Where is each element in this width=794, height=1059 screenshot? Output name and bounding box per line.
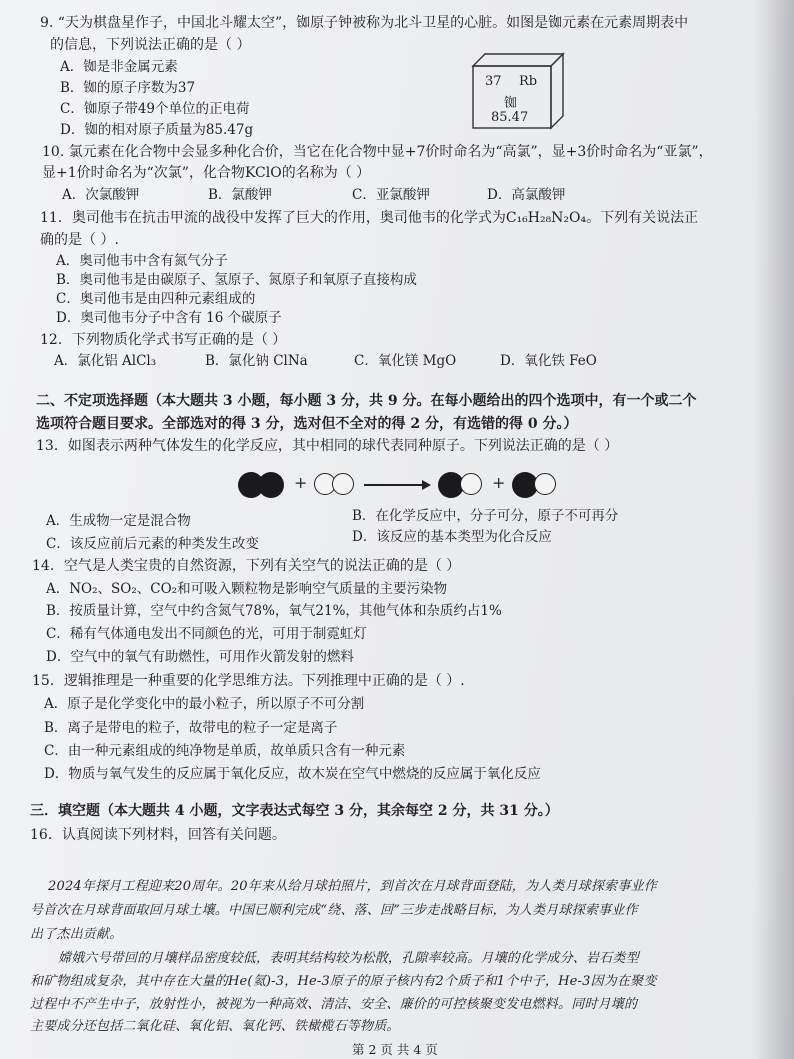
atomic-mass: 85.47 <box>491 110 529 125</box>
q13-option-a: A．生成物一定是混合物 <box>46 513 191 529</box>
q10-stem-line2: 显+1价时命名为“次氯”，化合物KClO的名称为（ ） <box>42 165 371 181</box>
q16-passage-line: 和矿物组成复杂，其中存在大量的He(氦)-3，He-3原子的原子核内有2个质子和1个中子，He-3因为在聚变 <box>30 974 657 989</box>
light-atom <box>332 473 354 495</box>
element-name: 铷 <box>504 96 518 111</box>
q13-stem: 13．如图表示两种气体发生的化学反应，其中相同的球代表同种原子。下列说法正确的是（ ） <box>36 438 619 454</box>
q9-option-a: A．铷是非金属元素 <box>60 59 178 75</box>
q9-option-c: C．铷原子带49个单位的正电荷 <box>60 101 250 117</box>
q15-option-d: D．物质与氧气发生的反应属于氧化反应，故木炭在空气中燃烧的反应属于氧化反应 <box>44 766 541 782</box>
plus-sign: + <box>294 473 308 492</box>
q15-stem: 15．逻辑推理是一种重要的化学思维方法。下列推理中正确的是（ ）. <box>32 673 465 689</box>
atomic-number: 37 <box>485 74 502 89</box>
section3-heading: 三．填空题（本大题共 4 小题，文字表达式每空 3 分，其余每空 2 分，共 31 分。） <box>30 803 559 819</box>
q14-stem: 14．空气是人类宝贵的自然资源，下列有关空气的说法正确的是（ ） <box>32 558 461 574</box>
q11-stem-line2: 确的是（ ）. <box>40 232 119 248</box>
q12-option-b: B．氯化钠 ClNa <box>205 353 308 369</box>
q12-option-c: C．氧化镁 MgO <box>354 353 457 369</box>
q14-option-c: C．稀有气体通电发出不同颜色的光，可用于制霓虹灯 <box>46 626 367 642</box>
page-footer: 第 2 页 共 4 页 <box>352 1042 438 1057</box>
q16-passage-line: 号首次在月球背面取回月球土壤。中国已顺利完成“绕、落、回”三步走战略目标，为人类月球探索事业作 <box>30 903 638 918</box>
q13-option-b: B．在化学反应中，分子可分，原子不可再分 <box>352 508 619 524</box>
q13-option-c: C．该反应前后元素的种类发生改变 <box>46 536 259 552</box>
q12-option-a: A．氯化铝 AlCl₃ <box>54 353 157 369</box>
q9-stem-line1: 9. “天为棋盘星作子，中国北斗耀太空”，铷原子钟被称为北斗卫星的心脏。如图是铷元素在元素周期表中 <box>40 15 689 31</box>
q10-option-b: B．氯酸钾 <box>208 187 272 203</box>
plus-sign: + <box>492 473 506 492</box>
q16-passage-line: 主要成分还包括二氧化硅、氧化铝、氧化钙、铁橄榄石等物质。 <box>30 1019 400 1034</box>
q12-stem: 12．下列物质化学式书写正确的是（ ） <box>40 332 287 348</box>
q9-option-d: D．铷的相对原子质量为85.47g <box>60 122 254 138</box>
section2-heading-line1: 二、不定项选择题（本大题共 3 小题，每小题 3 分，共 9 分。在每小题给出的四个选项中，有一个或二个 <box>36 393 697 409</box>
q10-stem-line1: 10. 氯元素在化合物中会显多种化合价，当它在化合物中显+7价时命名为“高氯”，显+3价时命名为“亚氯”， <box>42 144 713 160</box>
light-atom <box>460 473 482 495</box>
q9-option-b: B．铷的原子序数为37 <box>60 80 196 96</box>
q16-passage-line: 2024年探月工程迎来20周年。20年来从给月球拍照片，到首次在月球背面登陆，为人类月球探索事业作 <box>48 879 657 894</box>
q16-stem: 16．认真阅读下列材料，回答有关问题。 <box>30 827 286 843</box>
q16-passage-line: 嫦娥六号带回的月壤样品密度较低，表明其结构较为松散，孔隙率较高。月壤的化学成分、岩石类型 <box>58 951 639 966</box>
q10-option-c: C．亚氯酸钾 <box>352 187 430 203</box>
page-edge-shadow <box>754 0 794 1059</box>
q14-option-a: A．NO₂、SO₂、CO₂和可吸入颗粒物是影响空气质量的主要污染物 <box>46 581 448 597</box>
reaction-diagram <box>232 468 572 500</box>
element-symbol: Rb <box>519 74 538 89</box>
q14-option-d: D．空气中的氧气有助燃性，可用作火箭发射的燃料 <box>46 649 354 665</box>
q13-option-d: D．该反应的基本类型为化合反应 <box>352 529 552 545</box>
arrow-head-icon <box>422 480 431 490</box>
q11-option-c: C．奥司他韦是由四种元素组成的 <box>56 291 256 307</box>
q9-stem-line2: 的信息，下列说法正确的是（ ） <box>50 37 251 53</box>
q10-option-a: A．次氯酸钾 <box>62 187 140 203</box>
q11-option-a: A．奥司他韦中含有氮气分子 <box>56 253 228 269</box>
q16-passage-line: 出了杰出贡献。 <box>30 927 123 942</box>
q15-option-b: B．离子是带电的粒子，故带电的粒子一定是离子 <box>44 720 338 736</box>
section2-heading-line2: 选项符合题目要求。全部选对的得 3 分，选对但不全对的得 2 分，有选错的得 0 分。） <box>36 416 578 432</box>
q15-option-c: C．由一种元素组成的纯净物是单质，故单质只含有一种元素 <box>44 743 406 759</box>
q10-option-d: D．高氯酸钾 <box>487 187 566 203</box>
rubidium-element-card <box>471 52 565 130</box>
q11-option-b: B．奥司他韦是由碳原子、氢原子、氮原子和氧原子直接构成 <box>56 272 417 288</box>
q15-option-a: A．原子是化学变化中的最小粒子，所以原子不可分割 <box>44 696 365 712</box>
q11-option-d: D．奥司他韦分子中含有 16 个碳原子 <box>56 310 282 326</box>
q14-option-b: B．按质量计算，空气中约含氮气78%，氧气21%，其他气体和杂质约占1% <box>46 603 502 619</box>
reaction-arrow <box>364 484 424 486</box>
q11-stem-line1: 11．奥司他韦在抗击甲流的战役中发挥了巨大的作用，奥司他韦的化学式为C₁₆H₂₈N₂O₄。下列有关说法正 <box>40 210 699 226</box>
light-atom <box>534 473 556 495</box>
q12-option-d: D．氧化铁 FeO <box>500 353 597 369</box>
dark-atom <box>258 472 284 498</box>
q16-passage-line: 过程中不产生中子，放射性小，被视为一种高效、清洁、安全、廉价的可控核聚变发电燃料。同时月壤的 <box>30 997 638 1012</box>
